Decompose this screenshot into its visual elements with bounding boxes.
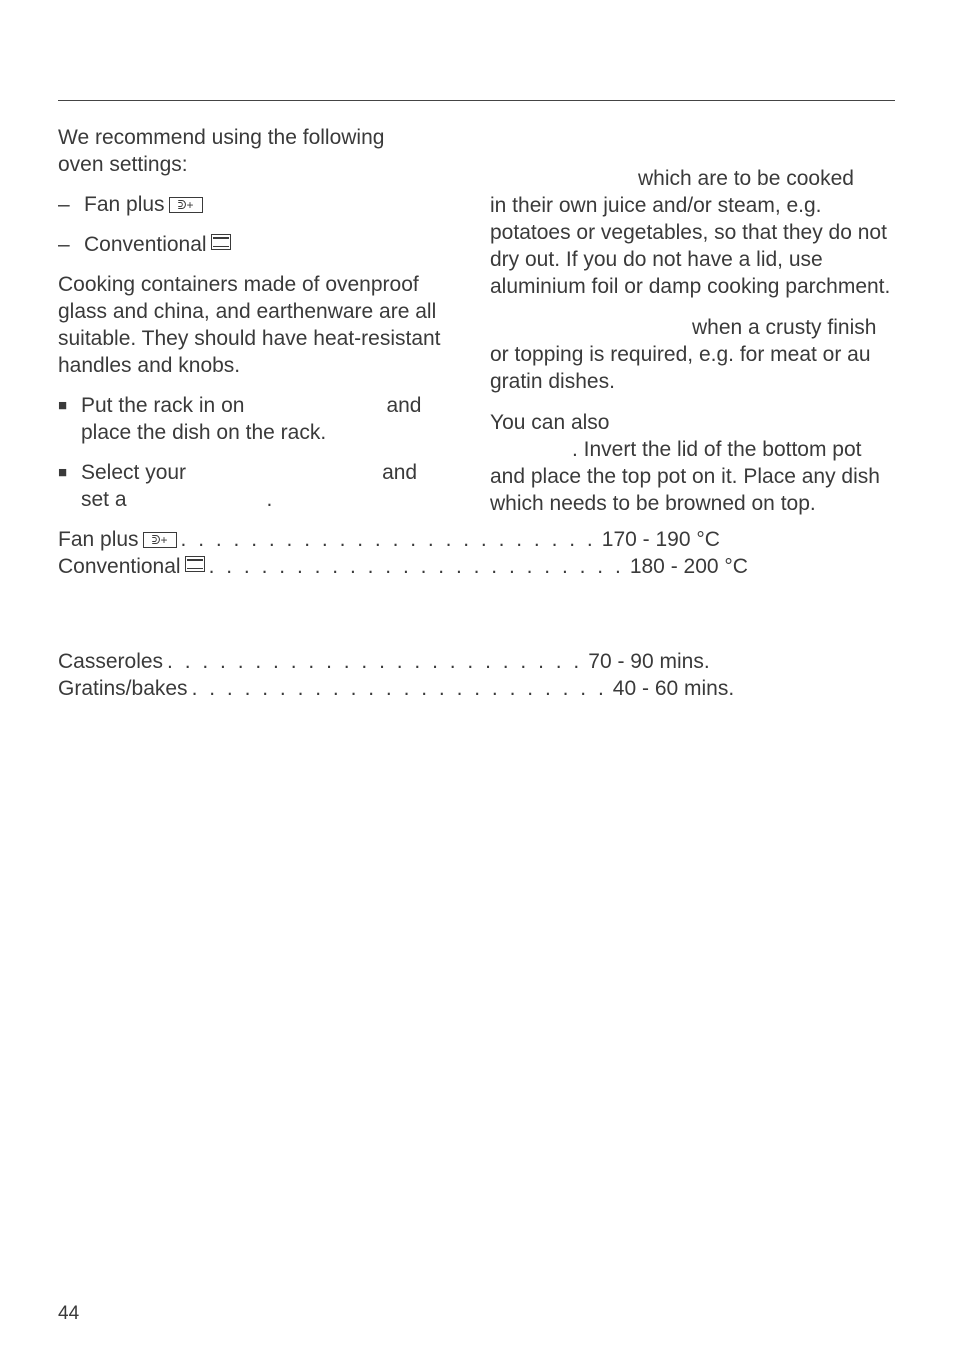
temperature-row-fan-plus: Fan plus ᕲ+ . . . . . . . . . . . . . . . . . . . . . . . . 170 - 190 °C [58,528,720,551]
conventional-heat-icon [211,234,231,250]
instruction-rack: ■ Put the rack in on and place the dish on the rack. [58,394,422,444]
duration-row-casseroles: Casseroles . . . . . . . . . . . . . . . . . . . . . . . . 70 - 90 mins. [58,650,710,673]
duration-row-gratins: Gratins/bakes . . . . . . . . . . . . . . . . . . . . . . . . 40 - 60 mins. [58,677,735,700]
page-number: 44 [58,1303,80,1324]
conventional-heat-icon [185,556,205,572]
stacking-paragraph: You can also . Invert the lid of the bottom pot and place the top pot on it. Place any dish which needs to be browned on top. [490,411,880,515]
fan-plus-icon: ᕲ+ [143,532,177,548]
bullet-icon: ■ [58,464,68,481]
bullet-icon: ■ [58,397,68,414]
fan-plus-icon: ᕲ+ [169,197,203,213]
containers-paragraph: Cooking containers made of ovenproof glass and china, and earthenware are all suitable. They should have heat-resistant handles and knobs. [58,273,441,377]
temperature-table [58,526,748,580]
uncovered-paragraph: when a crusty finish or topping is required, e.g. for meat or au gratin dishes. [490,316,877,393]
instruction-select: ■ Select your and set a . [58,461,418,511]
right-column [490,124,896,517]
option-fan-plus: – Fan plus ᕲ+ [58,191,468,218]
duration-table [58,648,735,702]
header-rule [58,100,895,101]
option-conventional: – Conventional [58,231,468,258]
intro-text: We recommend using the following oven settings: [58,126,385,176]
lid-paragraph: which are to be cooked in their own juice and/or steam, e.g. potatoes or vegetables, so that they do not dry out. If you do not have a lid, use aluminium foil or damp cooking parchment. [490,167,891,298]
temperature-row-conventional: Conventional . . . . . . . . . . . . . . . . . . . . . . . . 180 - 200 °C [58,555,748,578]
